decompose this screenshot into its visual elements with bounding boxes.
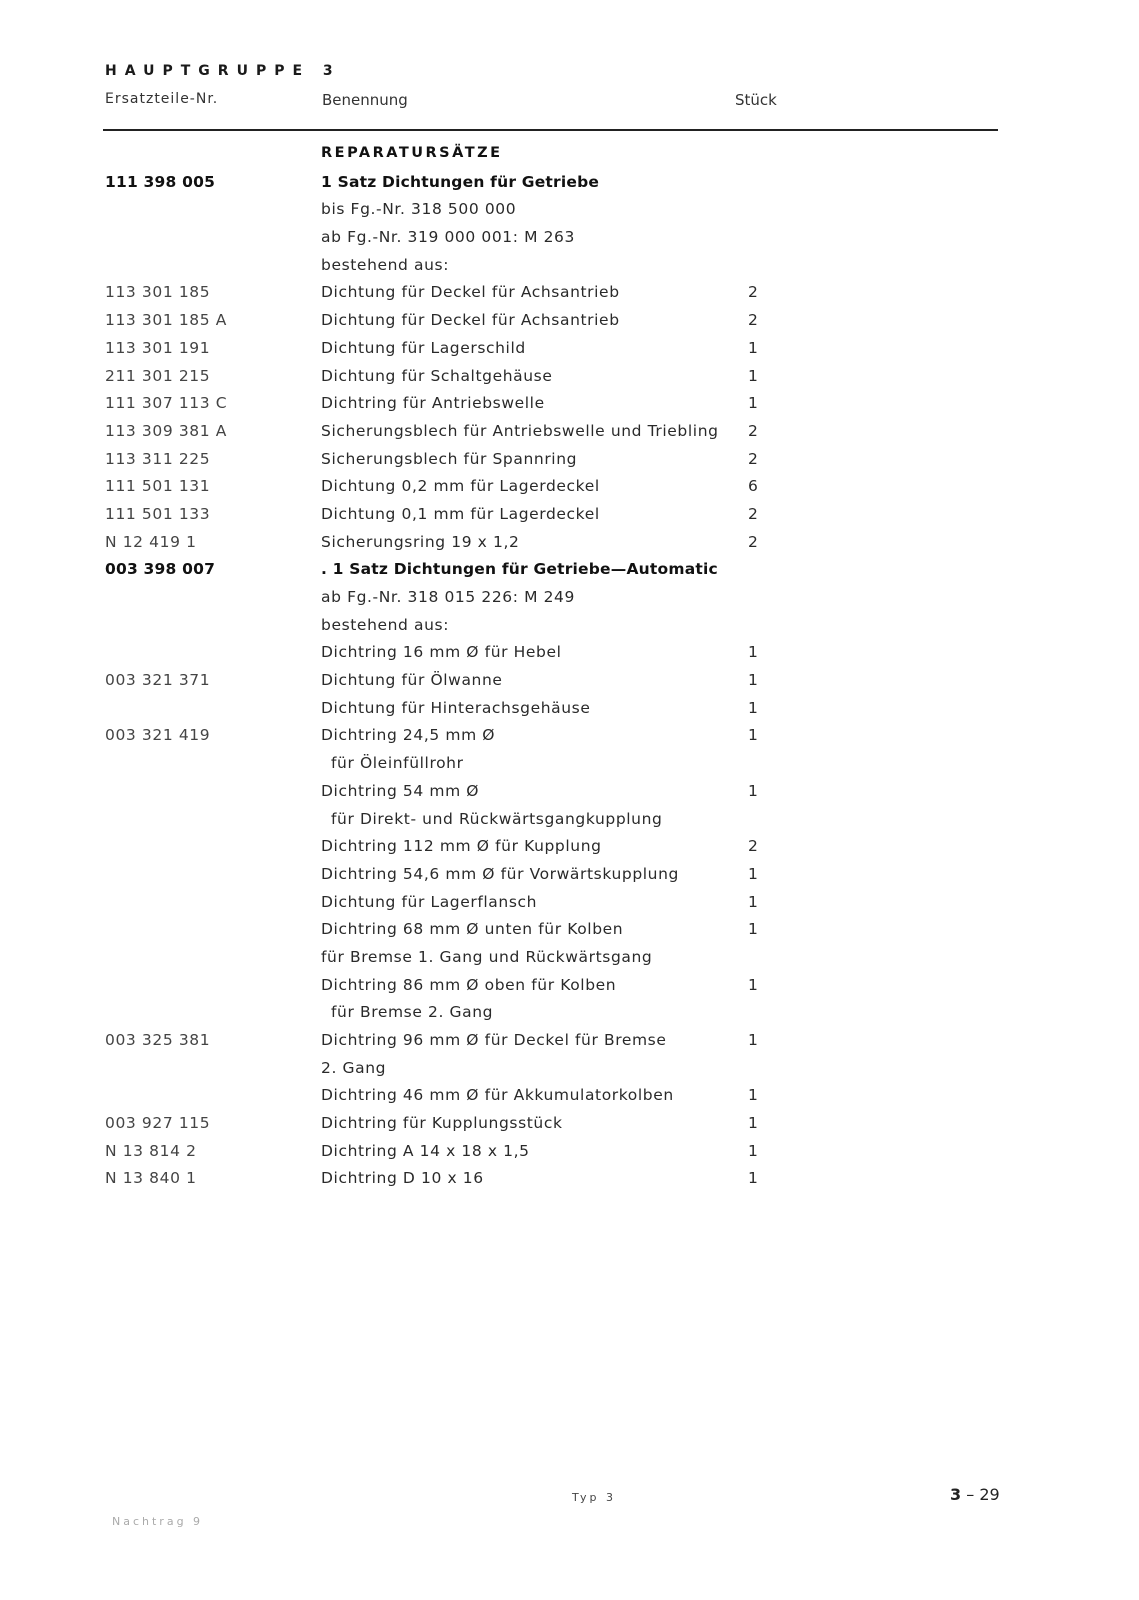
- item-name: Dichtung für Lagerflansch: [321, 892, 538, 911]
- item-quantity: 2: [748, 283, 759, 302]
- item-quantity: 1: [748, 1169, 759, 1188]
- item-name: bestehend aus:: [321, 615, 450, 634]
- item-name: bis Fg.-Nr. 318 500 000: [321, 200, 517, 219]
- part-number: 111 398 005: [105, 172, 216, 191]
- list-item: [0, 810, 1139, 838]
- footer-note: Nachtrag 9: [112, 1515, 204, 1528]
- list-item: [0, 283, 1139, 311]
- part-number: 113 309 381 A: [105, 421, 227, 440]
- item-name: Dichtring 112 mm Ø für Kupplung: [321, 837, 602, 856]
- item-quantity: 2: [748, 504, 759, 523]
- list-item: [0, 1086, 1139, 1114]
- item-quantity: 2: [748, 311, 759, 330]
- item-name: für Bremse 1. Gang und Rückwärtsgang: [321, 947, 653, 966]
- item-name: ab Fg.-Nr. 318 015 226: M 249: [321, 588, 575, 606]
- list-item: [0, 865, 1139, 893]
- list-item: [0, 256, 1139, 284]
- item-name: Dichtung für Schaltgehäuse: [321, 366, 553, 385]
- item-quantity: 2: [748, 532, 759, 551]
- part-number: N 13 814 2: [105, 1141, 197, 1160]
- list-item: [0, 560, 1139, 588]
- page-separator: –: [966, 1485, 975, 1504]
- item-name: Dichtring 24,5 mm Ø: [321, 726, 496, 745]
- item-name: Dichtung für Hinterachsgehäuse: [321, 698, 591, 717]
- item-quantity: 1: [748, 394, 759, 413]
- list-item: [0, 699, 1139, 727]
- item-name: Dichtung 0,1 mm für Lagerdeckel: [321, 504, 600, 523]
- part-number: 003 927 115: [105, 1114, 211, 1133]
- item-name: Dichtring für Kupplungsstück: [321, 1114, 563, 1133]
- group-heading: HAUPTGRUPPE 3: [105, 63, 341, 79]
- list-item: [0, 228, 1139, 256]
- part-number: 113 301 185 A: [105, 311, 227, 330]
- list-item: [0, 339, 1139, 367]
- item-name: Dichtring 46 mm Ø für Akkumulatorkolben: [321, 1086, 674, 1105]
- part-number: 113 311 225: [105, 449, 211, 468]
- item-name: Sicherungsblech für Antriebswelle und Triebling: [321, 421, 719, 440]
- item-quantity: 2: [748, 449, 759, 468]
- item-name: Dichtung für Lagerschild: [321, 338, 526, 357]
- list-item: [0, 311, 1139, 339]
- item-quantity: 1: [748, 975, 759, 994]
- item-name: . 1 Satz Dichtungen für Getriebe—Automatic: [321, 560, 718, 579]
- list-item: [0, 616, 1139, 644]
- list-item: [0, 1169, 1139, 1197]
- item-name: Dichtring 54 mm Ø: [321, 781, 480, 800]
- item-quantity: 1: [748, 781, 759, 800]
- page-section: 3: [950, 1485, 962, 1504]
- item-quantity: 2: [748, 421, 759, 440]
- item-quantity: 1: [748, 366, 759, 385]
- column-header-quantity: Stück: [735, 91, 777, 109]
- part-number: 003 321 419: [105, 726, 211, 745]
- list-item: [0, 422, 1139, 450]
- list-item: [0, 1114, 1139, 1142]
- list-item: [0, 173, 1139, 201]
- list-item: [0, 726, 1139, 754]
- item-name: Dichtung für Deckel für Achsantrieb: [321, 283, 620, 302]
- item-name: Dichtring 68 mm Ø unten für Kolben: [321, 920, 624, 939]
- item-name: für Öleinfüllrohr: [331, 754, 464, 773]
- parts-list: [0, 145, 1139, 1197]
- item-name: für Direkt- und Rückwärtsgangkupplung: [331, 809, 663, 828]
- item-name: Dichtring 96 mm Ø für Deckel für Bremse: [321, 1031, 667, 1049]
- list-item: [0, 477, 1139, 505]
- item-quantity: 1: [748, 671, 759, 690]
- column-header-part-number: Ersatzteile-Nr.: [105, 91, 219, 107]
- item-name: Dichtring für Antriebswelle: [321, 394, 545, 413]
- item-name: Dichtung für Ölwanne: [321, 671, 503, 690]
- item-name: Sicherungsblech für Spannring: [321, 449, 578, 468]
- list-item: [0, 533, 1139, 561]
- list-item: [0, 754, 1139, 782]
- item-name: bestehend aus:: [321, 255, 450, 274]
- page-number: [950, 1485, 1000, 1504]
- part-number: 003 325 381: [105, 1031, 211, 1049]
- item-name: Dichtring 16 mm Ø für Hebel: [321, 643, 562, 662]
- list-item: [0, 200, 1139, 228]
- list-item: [0, 588, 1139, 616]
- item-name: für Bremse 2. Gang: [331, 1003, 494, 1022]
- item-quantity: 1: [748, 864, 759, 883]
- list-item: [0, 671, 1139, 699]
- item-name: 1 Satz Dichtungen für Getriebe: [321, 172, 600, 191]
- item-name: Dichtring D 10 x 16: [321, 1169, 484, 1188]
- list-item: [0, 837, 1139, 865]
- part-number: 111 307 113 C: [105, 394, 228, 413]
- item-name: Sicherungsring 19 x 1,2: [321, 532, 520, 551]
- item-name: Dichtung 0,2 mm für Lagerdeckel: [321, 477, 600, 496]
- part-number: 113 301 191: [105, 338, 211, 357]
- item-name: Dichtring A 14 x 18 x 1,5: [321, 1141, 530, 1160]
- list-item: [0, 1031, 1139, 1059]
- item-quantity: 2: [748, 837, 759, 856]
- item-quantity: 1: [748, 338, 759, 357]
- header-divider: [103, 129, 998, 131]
- list-item: [0, 893, 1139, 921]
- part-number: 211 301 215: [105, 366, 211, 385]
- column-header-name: Benennung: [322, 91, 408, 109]
- part-number: N 13 840 1: [105, 1169, 197, 1188]
- item-quantity: 1: [748, 1114, 759, 1133]
- list-item: [0, 782, 1139, 810]
- item-name: 2. Gang: [321, 1058, 387, 1077]
- list-item: [0, 1003, 1139, 1031]
- part-number: 003 398 007: [105, 560, 216, 579]
- item-name: REPARATURSÄTZE: [321, 145, 503, 161]
- item-name: ab Fg.-Nr. 319 000 001: M 263: [321, 228, 575, 247]
- list-item: [0, 643, 1139, 671]
- item-quantity: 1: [748, 920, 759, 939]
- list-item: [0, 976, 1139, 1004]
- list-item: [0, 1059, 1139, 1087]
- item-name: Dichtring 54,6 mm Ø für Vorwärtskupplung: [321, 864, 679, 883]
- list-item: [0, 1142, 1139, 1170]
- footer-type-label: Typ 3: [572, 1491, 616, 1504]
- item-quantity: 1: [748, 726, 759, 745]
- part-number: 111 501 133: [105, 504, 211, 523]
- item-quantity: 1: [748, 698, 759, 717]
- list-item: [0, 948, 1139, 976]
- list-item: [0, 450, 1139, 478]
- item-quantity: 1: [748, 1086, 759, 1105]
- list-item: [0, 394, 1139, 422]
- item-quantity: 1: [748, 1141, 759, 1160]
- item-quantity: 1: [748, 892, 759, 911]
- item-quantity: 6: [748, 477, 759, 496]
- item-name: Dichtung für Deckel für Achsantrieb: [321, 311, 620, 330]
- item-quantity: 1: [748, 1031, 759, 1049]
- part-number: 111 501 131: [105, 477, 211, 496]
- list-item: [0, 367, 1139, 395]
- item-quantity: 1: [748, 643, 759, 662]
- list-item: [0, 145, 1139, 173]
- list-item: [0, 920, 1139, 948]
- part-number: N 12 419 1: [105, 532, 197, 551]
- part-number: 113 301 185: [105, 283, 211, 302]
- list-item: [0, 505, 1139, 533]
- page-number-value: 29: [979, 1485, 1000, 1504]
- part-number: 003 321 371: [105, 671, 211, 690]
- item-name: Dichtring 86 mm Ø oben für Kolben: [321, 975, 617, 994]
